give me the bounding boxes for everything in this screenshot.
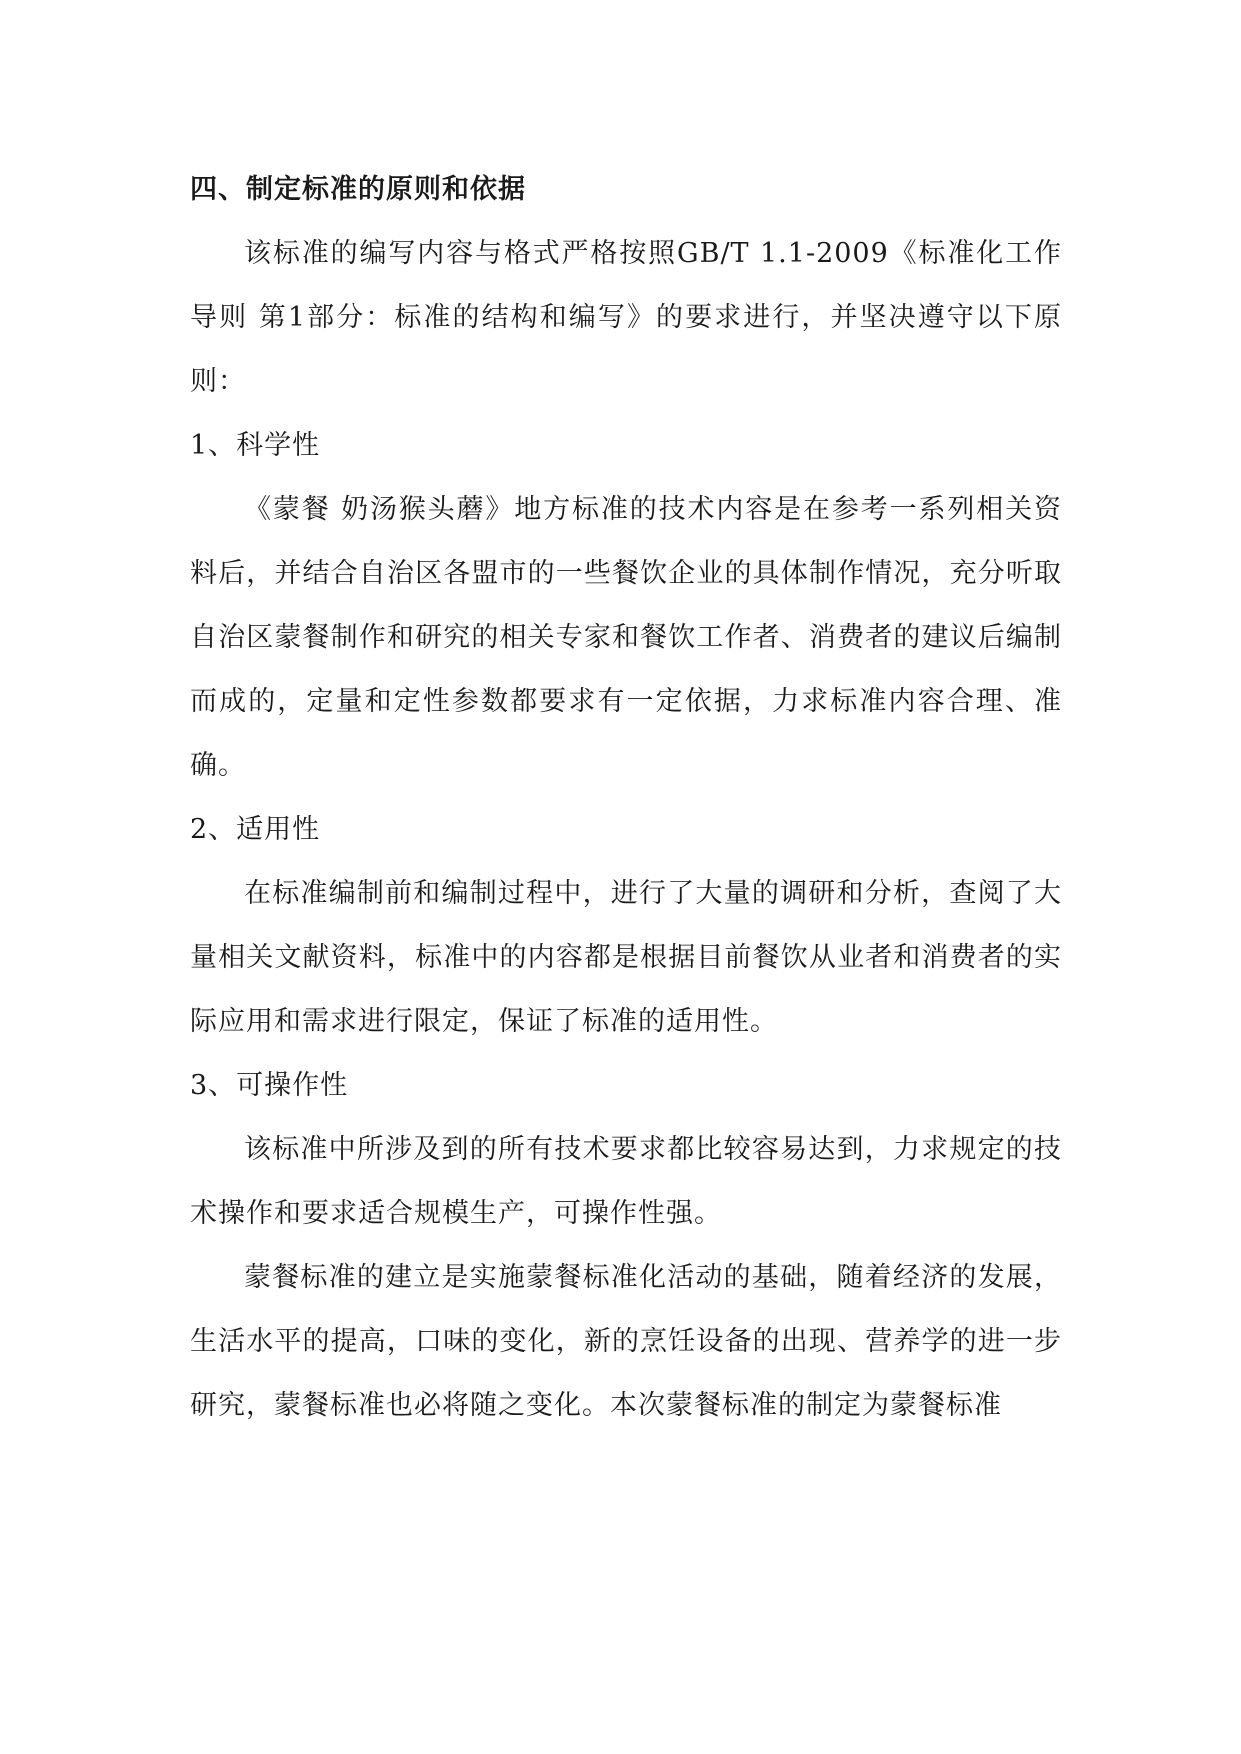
intro-paragraph: 该标准的编写内容与格式严格按照GB/T 1.1-2009《标准化工作导则 第1部分：标准的结构和编写》的要求进行，并坚决遵守以下原则： — [190, 238, 1062, 397]
operability-paragraph: 该标准中所涉及到的所有技术要求都比较容易达到，力求规定的技术操作和要求适合规模生产，可操作性强。 — [190, 1134, 1062, 1229]
closing-paragraph: 蒙餐标准的建立是实施蒙餐标准化活动的基础，随着经济的发展，生活水平的提高，口味的变化，新的烹饪设备的出现、营养学的进一步研究，蒙餐标准也必将随之变化。本次蒙餐标准的制定为蒙餐标准 — [190, 1262, 1062, 1421]
principle-heading-operability: 3、可操作性 — [190, 1070, 349, 1101]
principle-heading-applicability: 2、适用性 — [190, 814, 321, 845]
section-heading: 四、制定标准的原则和依据 — [190, 174, 526, 205]
scientific-paragraph: 《蒙餐 奶汤猴头蘑》地方标准的技术内容是在参考一系列相关资料后，并结合自治区各盟市的一些餐饮企业的具体制作情况，充分听取自治区蒙餐制作和研究的相关专家和餐饮工作者、消费者的建议后编制而成的，定量和定性参数都要求有一定依据，力求标准内容合理、准确。 — [190, 494, 1062, 781]
principle-heading-scientific: 1、科学性 — [190, 430, 321, 461]
applicability-paragraph: 在标准编制前和编制过程中，进行了大量的调研和分析，查阅了大量相关文献资料，标准中的内容都是根据目前餐饮从业者和消费者的实际应用和需求进行限定，保证了标准的适用性。 — [190, 878, 1062, 1037]
document-body — [190, 158, 1062, 1438]
